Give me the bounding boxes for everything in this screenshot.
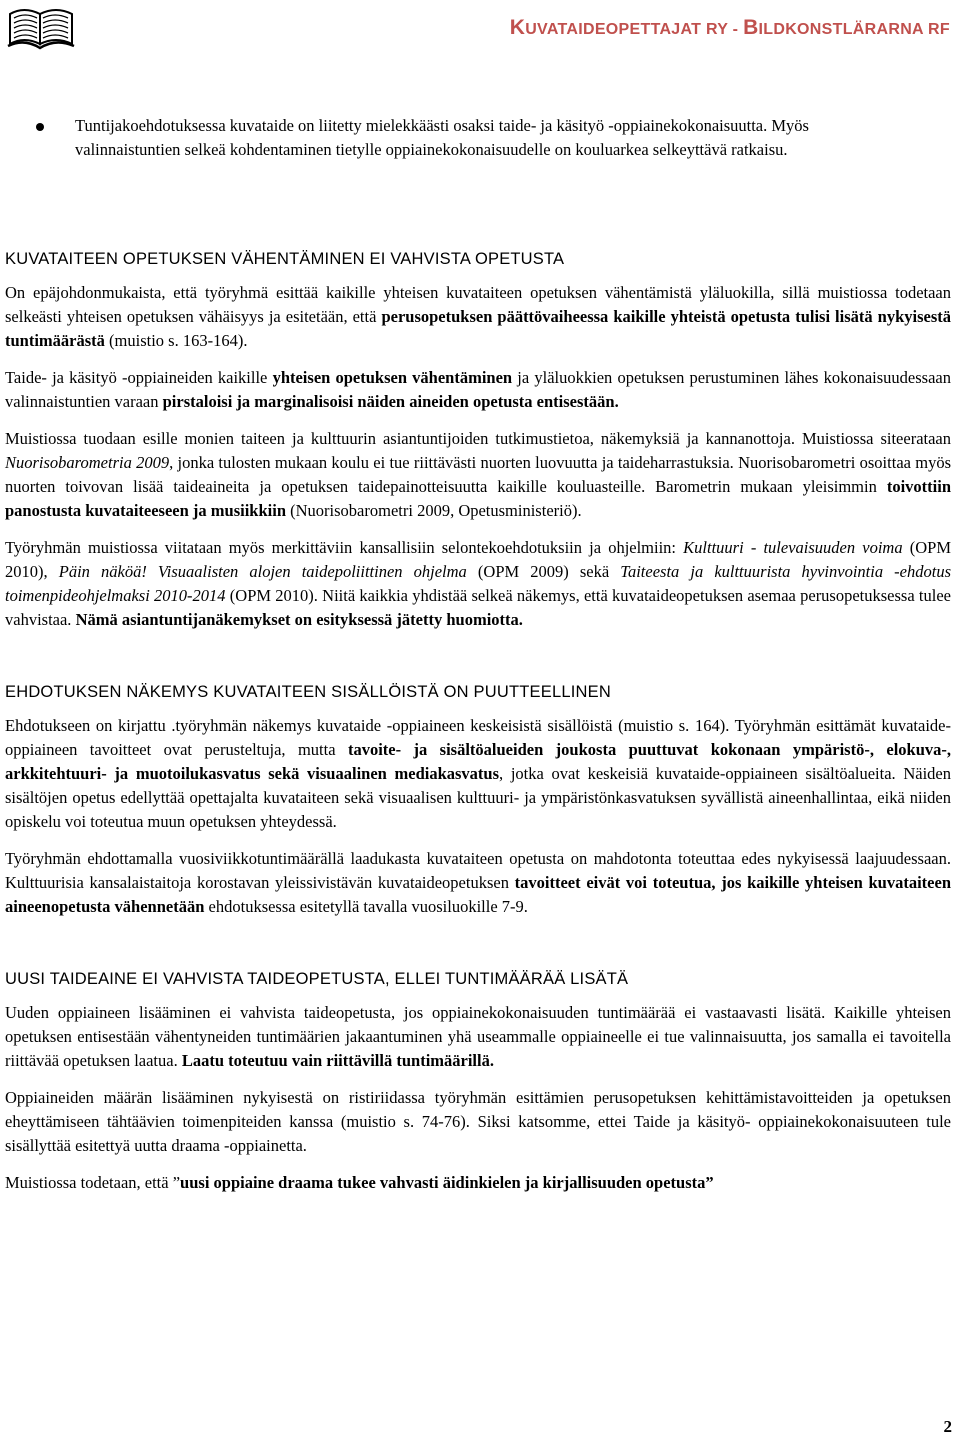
bullet-icon xyxy=(36,123,44,131)
bullet-text: Tuntijakoehdotuksessa kuvataide on liitetty mielekkäästi osaksi taide- ja käsityö -oppiainekokonaisuutta. Myös valinnaistuntien selkeä kohdentaminen tietylle oppiainekokonaisuudelle on kouluarkea selkeyttävä ratkaisu. xyxy=(75,116,809,159)
paragraph: Oppiaineiden määrän lisääminen nykyisestä on ristiriidassa työryhmän esittämien perusopetuksen kehittämistavoitteiden ja opetuksen eheyttämiseen tähtäävien toimenpiteiden kanssa (muistio s. 74-76). Siksi katsomme, ettei Taide ja käsityö- oppiainekokonaisuuteen tule sisällyttää esitettyä uutta draama -oppiainetta. xyxy=(5,1088,951,1155)
paragraph: Uuden oppiaineen lisääminen ei vahvista taideopetusta, jos oppiainekokonaisuuden tuntimäärää ei vastaavasti lisätä. Kaikille yhteisen opetuksen entisestään vähentyneiden tuntimäärien jakaantuminen yhä useammalle oppiaineelle ei tue valinnaisuutta, jos samalla ei tavoitella riittävää opetuksen laatua. Laatu toteutuu vain riittävillä tuntimäärillä. xyxy=(5,1003,951,1070)
paragraph: Ehdotukseen on kirjattu .työryhmän näkemys kuvataide -oppiaineen keskeisistä sisällöistä (muistio s. 164). Työryhmän esittämät kuvataide-oppiaineen tavoitteet ovat perusteltuja, mutta tavoite- ja sisältöalueiden joukosta puuttuvat kokonaan ympäristö-, elokuva-, arkkitehtuuri- ja muotoilukasvatus sekä visuaalinen mediakasvatus, jotka ovat keskeisiä kuvataide-oppiaineen sisältöalueita. Näiden sisältöjen opetus edellyttää opettajalta kuvataiteen sekä visuaalisen kulttuuri- ja ympäristönkasvatuksen syvällistä aineenhallintaa, eikä niiden opiskelu voi toteutua muun opetuksen yhteydessä. xyxy=(5,716,952,831)
document-body xyxy=(5,250,951,1208)
section-heading-2: EHDOTUKSEN NÄKEMYS KUVATAITEEN SISÄLLÖISTÄ ON PUUTTEELLINEN xyxy=(5,683,611,701)
bullet-list-item xyxy=(36,114,916,161)
paragraph: On epäjohdonmukaista, että työryhmä esittää kaikille yhteisen kuvataiteen opetuksen vähentämistä yläluokilla, sillä muistiossa todetaan selkeästi yhteisen opetuksen vähäisyys ja esitetään, että perusopetuksen päättövaiheessa kaikille yhteistä opetusta tulisi lisätä nykyisestä tuntimäärästä (muistio s. 163-164). xyxy=(5,283,952,350)
paragraph: Taide- ja käsityö -oppiaineiden kaikille yhteisen opetuksen vähentäminen ja yläluokkien opetuksen perustuminen lähes kokonaisuudessaan valinnaistuntien varaan pirstaloisi ja marginalisoisi näiden aineiden opetusta entisestään. xyxy=(5,368,951,411)
paragraph: Työryhmän muistiossa viitataan myös merkittäviin kansallisiin selontekoehdotuksiin ja ohjelmiin: Kulttuuri - tulevaisuuden voima (OPM 2010), Päin näköä! Visuaalisten alojen taidepoliittinen ohjelma (OPM 2009) sekä Taiteesta ja kulttuurista hyvinvointia -ehdotus toimenpideohjelmaksi 2010-2014 (OPM 2010). Niitä kaikkia yhdistää selkeä näkemys, että kuvataideopetuksen asemaa perusopetuksessa tulee vahvistaa. Nämä asiantuntijanäkemykset on esityksessä jätetty huomiotta. xyxy=(5,538,951,629)
header-title: KUVATAIDEOPETTAJAT RY - BILDKONSTLÄRARNA RF xyxy=(509,16,950,39)
page-number: 2 xyxy=(943,1417,952,1436)
spacer xyxy=(5,645,951,683)
paragraph: Muistiossa tuodaan esille monien taiteen ja kulttuurin asiantuntijoiden tutkimustietoa, näkemyksiä ja kannanottoja. Muistiossa siteerataan Nuorisobarometria 2009, jonka tulosten mukaan koulu ei tue riittävästi nuorten luovuutta ja taideharrastuksia. Nuorisobarometri osoittaa myös nuorten toivovan lisää taideaineita ja opetuksen taidepainotteisuutta kaikille kouluasteille. Barometrin mukaan yleisimmin toivottiin panostusta kuvataiteeseen ja musiikkiin (Nuorisobarometri 2009, Opetusministeriö). xyxy=(5,429,951,520)
book-logo-icon xyxy=(6,4,76,50)
paragraph: Muistiossa todetaan, että ”uusi oppiaine draama tukee vahvasti äidinkielen ja kirjallisuuden opetusta” xyxy=(5,1173,714,1192)
section-heading-3: UUSI TAIDEAINE EI VAHVISTA TAIDEOPETUSTA, ELLEI TUNTIMÄÄRÄÄ LISÄTÄ xyxy=(5,970,629,988)
section-heading-1: KUVATAITEEN OPETUKSEN VÄHENTÄMINEN EI VAHVISTA OPETUSTA xyxy=(5,250,565,268)
paragraph: Työryhmän ehdottamalla vuosiviikkotuntimäärällä laadukasta kuvataiteen opetusta on mahdotonta toteuttaa edes nykyisessä laajuudessaan. Kulttuurisia kansalaistaitoja korostavan yleissivistävän kuvataideopetuksen tavoitteet eivät voi toteutua, jos kaikille yhteisen kuvataiteen aineenopetusta vähennetään ehdotuksessa esitetyllä tavalla vuosiluokille 7-9. xyxy=(5,849,951,916)
spacer xyxy=(5,932,951,970)
